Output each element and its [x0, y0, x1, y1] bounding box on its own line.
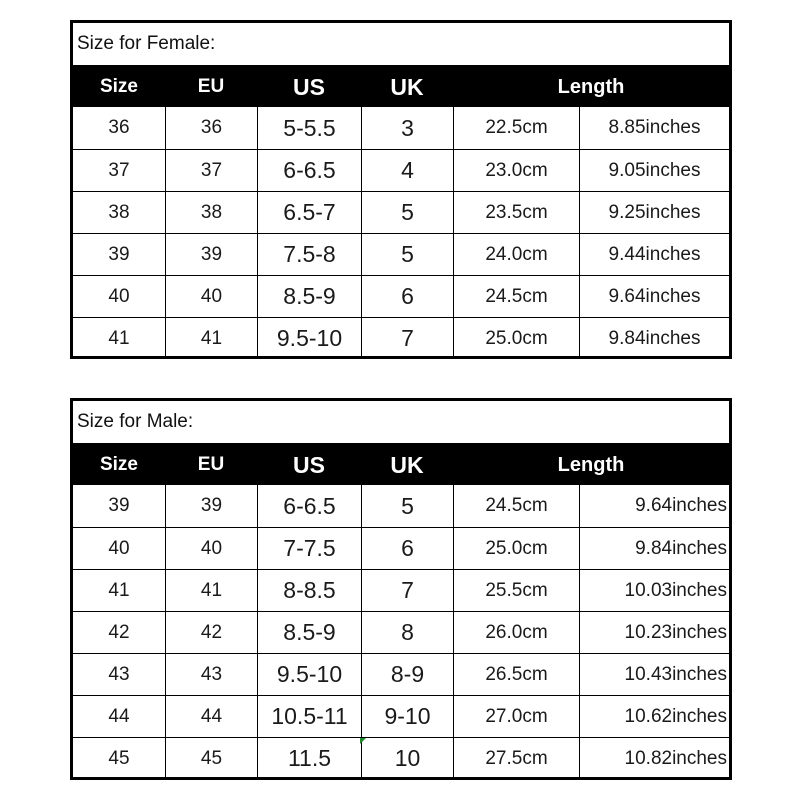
us-cell: 7.5-8 — [257, 234, 361, 275]
us-cell: 6-6.5 — [257, 150, 361, 191]
length-cm-cell: 26.0cm — [453, 612, 579, 653]
size-cell: 40 — [108, 285, 130, 307]
table-row — [73, 611, 729, 653]
uk-cell: 5 — [361, 485, 453, 527]
uk-cell: 5 — [361, 234, 453, 275]
header-length: Length — [557, 75, 625, 98]
male-table-caption: Size for Male: — [73, 401, 729, 445]
table-row — [73, 107, 729, 149]
table-row — [73, 737, 729, 779]
uk-cell: 6 — [361, 276, 453, 317]
length-cm-cell: 27.0cm — [453, 696, 579, 737]
length-cm-cell: 27.5cm — [453, 738, 579, 779]
table-row — [73, 653, 729, 695]
header-eu: EU — [197, 76, 225, 97]
uk-cell: 3 — [361, 107, 453, 149]
eu-cell: 37 — [165, 150, 257, 191]
female-size-table — [70, 20, 732, 359]
length-cm-cell: 25.0cm — [453, 318, 579, 359]
eu-cell: 39 — [165, 485, 257, 527]
uk-cell: 5 — [361, 192, 453, 233]
us-cell: 9.5-10 — [257, 654, 361, 695]
header-uk: UK — [390, 73, 424, 100]
table-row — [73, 275, 729, 317]
uk-cell: 6 — [361, 528, 453, 569]
table-row — [73, 191, 729, 233]
length-inch-cell: 9.84inches — [579, 528, 729, 569]
us-cell: 7-7.5 — [257, 528, 361, 569]
us-cell: 6-6.5 — [257, 485, 361, 527]
us-cell: 8.5-9 — [257, 276, 361, 317]
size-cell: 38 — [108, 201, 130, 223]
us-cell: 9.5-10 — [257, 318, 361, 359]
length-inch-cell: 10.82inches — [579, 738, 729, 779]
us-cell: 6.5-7 — [257, 192, 361, 233]
table-row — [73, 485, 729, 527]
eu-cell: 40 — [165, 528, 257, 569]
uk-cell: 10 — [361, 738, 453, 779]
length-cm-cell: 25.5cm — [453, 570, 579, 611]
eu-cell: 41 — [165, 318, 257, 359]
length-inch-cell: 9.25inches — [579, 192, 729, 233]
uk-cell: 8-9 — [361, 654, 453, 695]
us-cell: 8.5-9 — [257, 612, 361, 653]
table-row — [73, 527, 729, 569]
table-row — [73, 233, 729, 275]
male-table-header — [73, 445, 729, 485]
size-cell: 44 — [108, 705, 130, 727]
length-inch-cell: 9.05inches — [579, 150, 729, 191]
header-us: US — [293, 73, 325, 100]
length-cm-cell: 23.0cm — [453, 150, 579, 191]
length-cm-cell: 23.5cm — [453, 192, 579, 233]
size-cell: 37 — [108, 159, 130, 181]
size-cell: 39 — [108, 243, 130, 265]
uk-cell: 7 — [361, 570, 453, 611]
table-row — [73, 149, 729, 191]
header-uk: UK — [390, 451, 424, 478]
female-table-caption: Size for Female: — [73, 23, 729, 67]
male-size-table — [70, 398, 732, 780]
length-cm-cell: 24.0cm — [453, 234, 579, 275]
size-cell: 41 — [108, 579, 130, 601]
eu-cell: 38 — [165, 192, 257, 233]
header-length: Length — [557, 453, 625, 476]
us-cell: 11.5 — [257, 738, 361, 779]
size-cell: 43 — [108, 663, 130, 685]
length-inch-cell: 10.43inches — [579, 654, 729, 695]
male-table-body — [73, 485, 729, 779]
eu-cell: 39 — [165, 234, 257, 275]
uk-cell: 9-10 — [361, 696, 453, 737]
length-inch-cell: 8.85inches — [579, 107, 729, 149]
eu-cell: 45 — [165, 738, 257, 779]
table-row — [73, 695, 729, 737]
uk-cell: 4 — [361, 150, 453, 191]
table-row — [73, 317, 729, 359]
size-cell: 41 — [108, 327, 130, 349]
eu-cell: 36 — [165, 107, 257, 149]
eu-cell: 44 — [165, 696, 257, 737]
length-inch-cell: 10.62inches — [579, 696, 729, 737]
uk-cell: 8 — [361, 612, 453, 653]
header-size: Size — [99, 76, 139, 97]
length-cm-cell: 22.5cm — [453, 107, 579, 149]
size-cell: 40 — [108, 537, 130, 559]
size-cell: 45 — [108, 747, 130, 769]
length-inch-cell: 9.64inches — [579, 276, 729, 317]
length-inch-cell: 9.64inches — [579, 485, 729, 527]
us-cell: 8-8.5 — [257, 570, 361, 611]
length-cm-cell: 25.0cm — [453, 528, 579, 569]
eu-cell: 41 — [165, 570, 257, 611]
size-cell: 36 — [108, 117, 130, 138]
eu-cell: 40 — [165, 276, 257, 317]
header-eu: EU — [197, 454, 225, 475]
eu-cell: 42 — [165, 612, 257, 653]
length-cm-cell: 24.5cm — [453, 276, 579, 317]
header-us: US — [293, 451, 325, 478]
length-inch-cell: 10.03inches — [579, 570, 729, 611]
female-table-header — [73, 67, 729, 107]
eu-cell: 43 — [165, 654, 257, 695]
size-cell: 39 — [108, 495, 130, 516]
us-cell: 10.5-11 — [257, 696, 361, 737]
us-cell: 5-5.5 — [257, 107, 361, 149]
length-cm-cell: 26.5cm — [453, 654, 579, 695]
corner-marker-icon — [360, 738, 366, 744]
length-inch-cell: 9.84inches — [579, 318, 729, 359]
length-cm-cell: 24.5cm — [453, 485, 579, 527]
size-cell: 42 — [108, 621, 130, 643]
length-inch-cell: 9.44inches — [579, 234, 729, 275]
length-inch-cell: 10.23inches — [579, 612, 729, 653]
table-row — [73, 569, 729, 611]
female-table-body — [73, 107, 729, 359]
header-size: Size — [99, 454, 139, 475]
uk-cell: 7 — [361, 318, 453, 359]
